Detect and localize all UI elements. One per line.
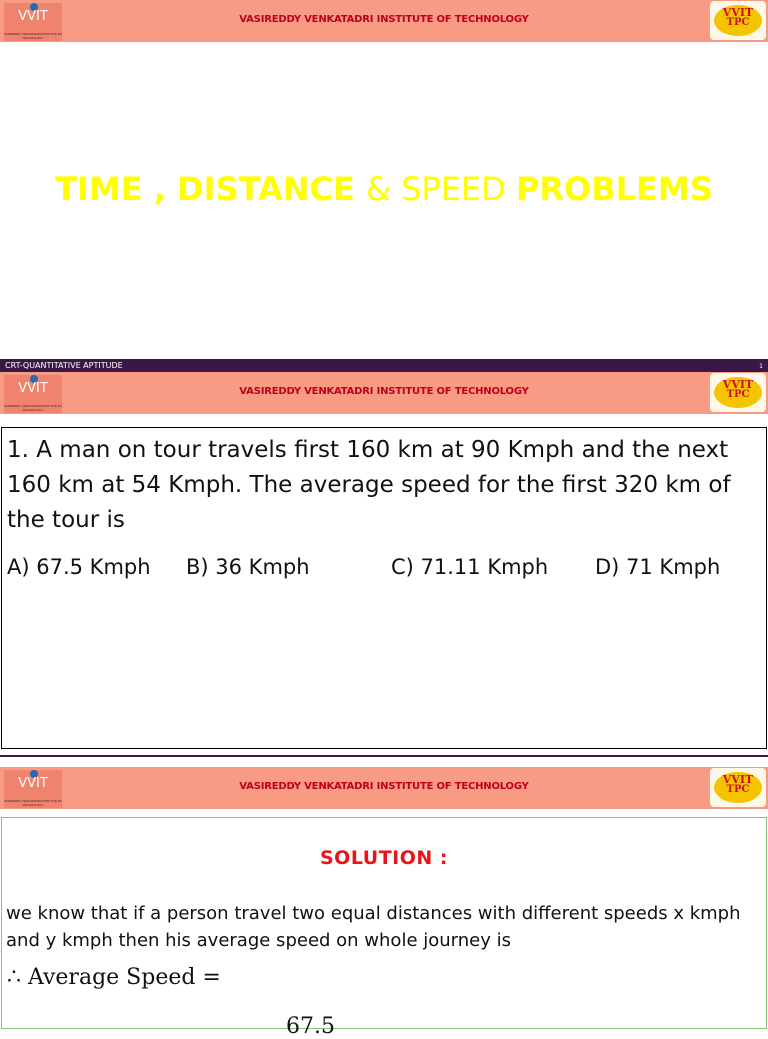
- vvit-logo: VVIT VASIREDDY VENKATADRI INSTITUTE OF TECHNOLOGY: [4, 375, 62, 413]
- option-b: B) 36 Kmph: [186, 555, 310, 579]
- solution-text: we know that if a person travel two equal distances with different speeds x kmph and y kmph then his average speed on whole journey is: [6, 903, 741, 951]
- page-title: TIME , DISTANCE & SPEED PROBLEMS: [55, 170, 713, 208]
- institute-name: VASIREDDY VENKATADRI INSTITUTE OF TECHNOLOGY: [239, 14, 529, 25]
- institute-name: VASIREDDY VENKATADRI INSTITUTE OF TECHNOLOGY: [239, 781, 529, 792]
- option-a: A) 67.5 Kmph: [7, 555, 151, 579]
- institute-name: VASIREDDY VENKATADRI INSTITUTE OF TECHNOLOGY: [239, 386, 529, 397]
- vvit-tpc-logo: VVIT TPC: [710, 768, 766, 807]
- solution-box: [1, 817, 767, 1039]
- question-text: 1. A man on tour travels first 160 km at 90 Kmph and the next 160 km at 54 Kmph. The average speed for the first 320 km of the tour is: [7, 437, 731, 533]
- page-number: 1: [759, 363, 763, 370]
- slide-footer: CRT-QUANTITATIVE APTITUDE 1: [0, 359, 768, 372]
- slide-header: [0, 0, 768, 42]
- vvit-tpc-logo: VVIT TPC: [710, 373, 766, 412]
- slide-solution: [0, 757, 768, 1039]
- vvit-logo: VVIT VASIREDDY VENKATADRI INSTITUTE OF TECHNOLOGY: [4, 770, 62, 808]
- option-c: C) 71.11 Kmph: [391, 555, 549, 579]
- slide-question: [0, 372, 768, 757]
- vvit-logo: VVIT VASIREDDY VENKATADRI INSTITUTE OF TECHNOLOGY: [4, 3, 62, 41]
- slide-title: [0, 0, 768, 372]
- option-d: D) 71 Kmph: [595, 555, 721, 579]
- slide-header: [0, 372, 768, 414]
- question-box: [1, 427, 767, 749]
- formula-label: ∴ Average Speed =: [7, 965, 221, 990]
- vvit-tpc-logo: VVIT TPC: [710, 1, 766, 40]
- formula-value: 67.5: [286, 1014, 335, 1039]
- slide-header: [0, 767, 768, 809]
- solution-heading: SOLUTION :: [320, 847, 448, 869]
